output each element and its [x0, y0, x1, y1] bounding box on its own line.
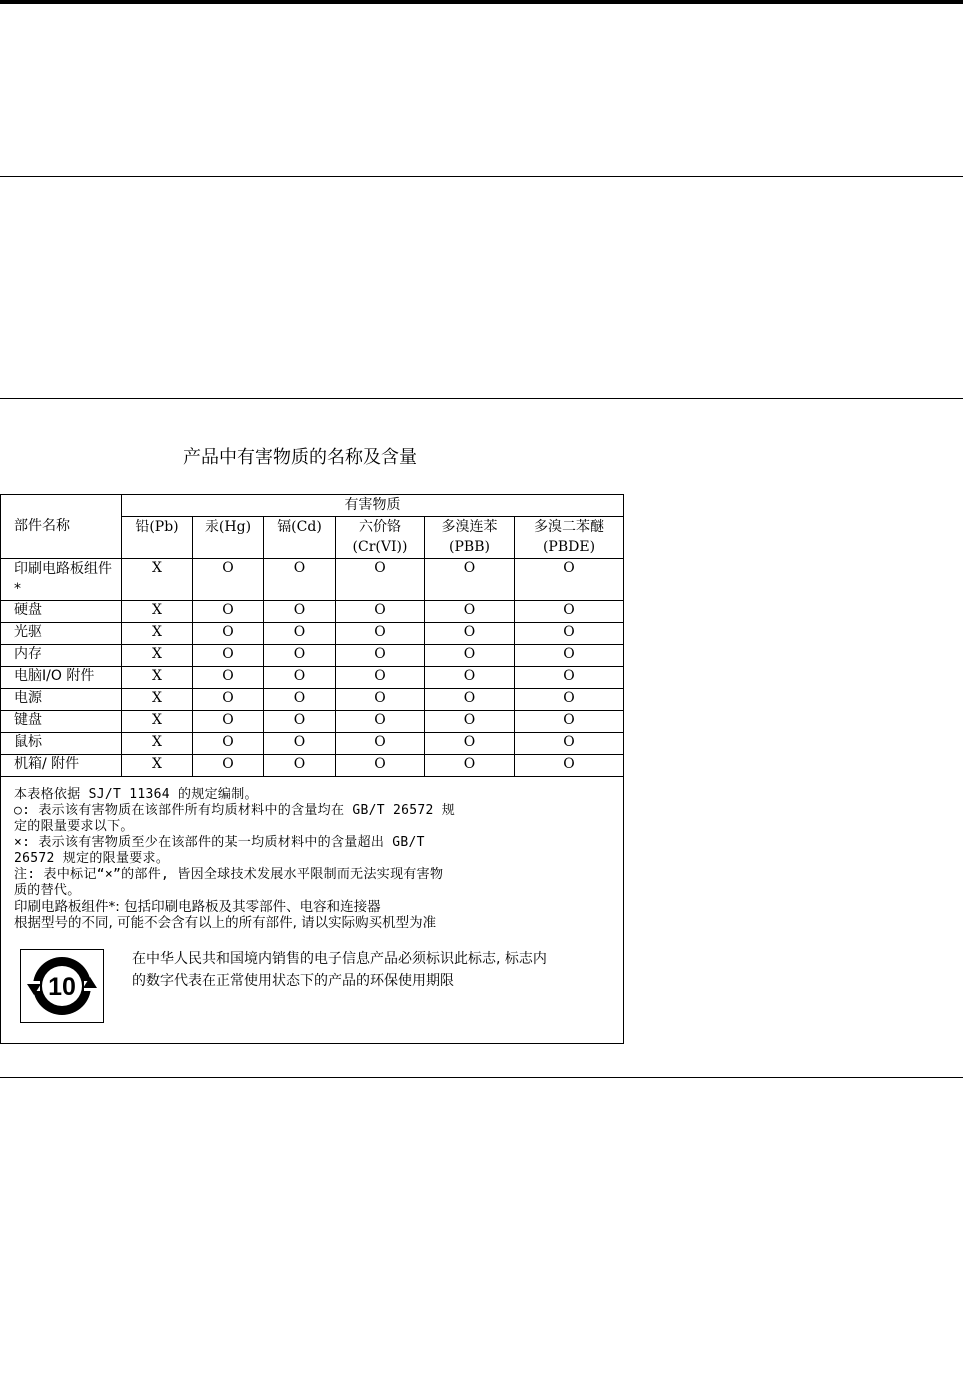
- part-name-cell: 内存: [1, 645, 122, 667]
- efup-text-line-1: 在中华人民共和国境内销售的电子信息产品必须标识此标志, 标志内: [132, 951, 547, 967]
- efup-number: 10: [48, 973, 76, 1001]
- substance-value-cell: X: [122, 623, 193, 645]
- hazardous-substances-table: [0, 494, 624, 1044]
- substance-value-cell: O: [336, 559, 425, 601]
- substance-value-cell: X: [122, 711, 193, 733]
- part-name-cell: 鼠标: [1, 733, 122, 755]
- table-row: [1, 645, 624, 667]
- part-name-header: 部件名称: [1, 495, 122, 559]
- substance-value-cell: X: [122, 601, 193, 623]
- table-row: [1, 755, 624, 777]
- substance-value-cell: O: [264, 711, 336, 733]
- substance-value-cell: X: [122, 559, 193, 601]
- substance-value-cell: O: [515, 733, 624, 755]
- table-row: [1, 667, 624, 689]
- substance-value-cell: O: [264, 623, 336, 645]
- substance-value-cell: O: [264, 645, 336, 667]
- note-line: 注: 表中标记“×”的部件, 皆因全球技术发展水平限制而无法实现有害物: [14, 867, 444, 882]
- efup-section: [14, 949, 610, 1023]
- substance-value-cell: O: [264, 559, 336, 601]
- substance-value-cell: O: [425, 667, 515, 689]
- substance-name: 多溴连苯: [441, 519, 498, 535]
- substance-value-cell: O: [336, 667, 425, 689]
- substance-value-cell: O: [425, 689, 515, 711]
- substance-header-2: [264, 517, 336, 559]
- substance-name: 六价铬: [359, 519, 401, 535]
- substance-value-cell: O: [264, 689, 336, 711]
- substance-value-cell: O: [425, 601, 515, 623]
- notes-list: [14, 787, 610, 931]
- substance-value-cell: O: [193, 667, 264, 689]
- substance-value-cell: O: [264, 755, 336, 777]
- efup-logo: [20, 949, 104, 1023]
- substance-value-cell: O: [336, 645, 425, 667]
- substance-value-cell: O: [425, 755, 515, 777]
- substance-header-4: [425, 517, 515, 559]
- substance-value-cell: X: [122, 689, 193, 711]
- substance-value-cell: O: [515, 623, 624, 645]
- table-body: [1, 559, 624, 777]
- substance-value-cell: O: [193, 601, 264, 623]
- substance-value-cell: O: [193, 689, 264, 711]
- note-line: 26572 规定的限量要求。: [14, 851, 170, 866]
- substance-value-cell: O: [193, 623, 264, 645]
- efup-description: [132, 948, 547, 992]
- substance-value-cell: O: [336, 689, 425, 711]
- notes-cell: [1, 777, 624, 1044]
- table-row: [1, 601, 624, 623]
- part-name-cell: 印刷电路板组件*: [1, 559, 122, 601]
- substance-value-cell: O: [264, 733, 336, 755]
- substance-header-5: [515, 517, 624, 559]
- substance-value-cell: O: [515, 711, 624, 733]
- note-line: 定的限量要求以下。: [14, 819, 134, 834]
- substance-name: 铅(Pb): [135, 519, 179, 535]
- part-name-cell: 光驱: [1, 623, 122, 645]
- table-row: [1, 733, 624, 755]
- table-row: [1, 711, 624, 733]
- divider-rule-2: [0, 398, 963, 399]
- substance-header-3: [336, 517, 425, 559]
- substance-value-cell: O: [425, 711, 515, 733]
- part-name-cell: 硬盘: [1, 601, 122, 623]
- substance-value-cell: O: [515, 755, 624, 777]
- hazardous-substances-header: 有害物质: [122, 495, 624, 517]
- substance-value-cell: O: [425, 645, 515, 667]
- substance-value-cell: O: [515, 559, 624, 601]
- substance-value-cell: O: [425, 559, 515, 601]
- substance-header-0: [122, 517, 193, 559]
- substance-value-cell: O: [425, 623, 515, 645]
- table-row: [1, 689, 624, 711]
- substance-name: 汞(Hg): [204, 519, 252, 535]
- substance-value-cell: O: [193, 733, 264, 755]
- substance-value-cell: O: [515, 601, 624, 623]
- substance-value-cell: O: [193, 559, 264, 601]
- note-line: 质的替代。: [14, 883, 81, 898]
- note-line: 印刷电路板组件*: 包括印刷电路板及其零部件、电容和连接器: [14, 899, 381, 915]
- part-name-cell: 电脑I/O 附件: [1, 667, 122, 689]
- substance-name: 多溴二苯醚: [534, 519, 604, 535]
- note-line: 本表格依据 SJ/T 11364 的规定编制。: [14, 787, 258, 802]
- note-line: 根据型号的不同, 可能不会含有以上的所有部件, 请以实际购买机型为准: [14, 915, 437, 931]
- efup-10-icon: [27, 953, 97, 1019]
- substance-value-cell: X: [122, 755, 193, 777]
- part-name-cell: 机箱/ 附件: [1, 755, 122, 777]
- substance-name: 镉(Cd): [277, 519, 322, 535]
- substance-value-cell: O: [336, 711, 425, 733]
- substance-value-cell: O: [515, 689, 624, 711]
- table-row: [1, 623, 624, 645]
- substance-value-cell: O: [425, 733, 515, 755]
- substance-value-cell: O: [336, 755, 425, 777]
- substance-value-cell: O: [193, 645, 264, 667]
- substance-value-cell: O: [264, 601, 336, 623]
- substance-value-cell: O: [336, 623, 425, 645]
- substance-value-cell: O: [336, 733, 425, 755]
- table-row: [1, 559, 624, 601]
- substance-value-cell: X: [122, 645, 193, 667]
- page-title: 产品中有害物质的名称及含量: [183, 447, 417, 468]
- substance-header-1: [193, 517, 264, 559]
- top-rule: [0, 0, 963, 4]
- substance-value-cell: X: [122, 733, 193, 755]
- substance-value-cell: O: [336, 601, 425, 623]
- substance-value-cell: O: [193, 755, 264, 777]
- note-line: ×: 表示该有害物质至少在该部件的某一均质材料中的含量超出 GB/T: [14, 835, 425, 850]
- note-line: ○: 表示该有害物质在该部件所有均质材料中的含量均在 GB/T 26572 规: [14, 803, 456, 818]
- substance-value-cell: O: [515, 667, 624, 689]
- part-name-cell: 电源: [1, 689, 122, 711]
- substance-value-cell: O: [264, 667, 336, 689]
- substance-symbol: (PBDE): [542, 539, 596, 555]
- substance-value-cell: O: [193, 711, 264, 733]
- substance-symbol: (Cr(VI)): [352, 539, 408, 555]
- efup-text-line-2: 的数字代表在正常使用状态下的产品的环保使用期限: [132, 973, 454, 989]
- substance-value-cell: X: [122, 667, 193, 689]
- divider-rule-3: [0, 1077, 963, 1078]
- substance-symbol: (PBB): [449, 539, 490, 555]
- part-name-cell: 键盘: [1, 711, 122, 733]
- substance-value-cell: O: [515, 645, 624, 667]
- divider-rule-1: [0, 176, 963, 177]
